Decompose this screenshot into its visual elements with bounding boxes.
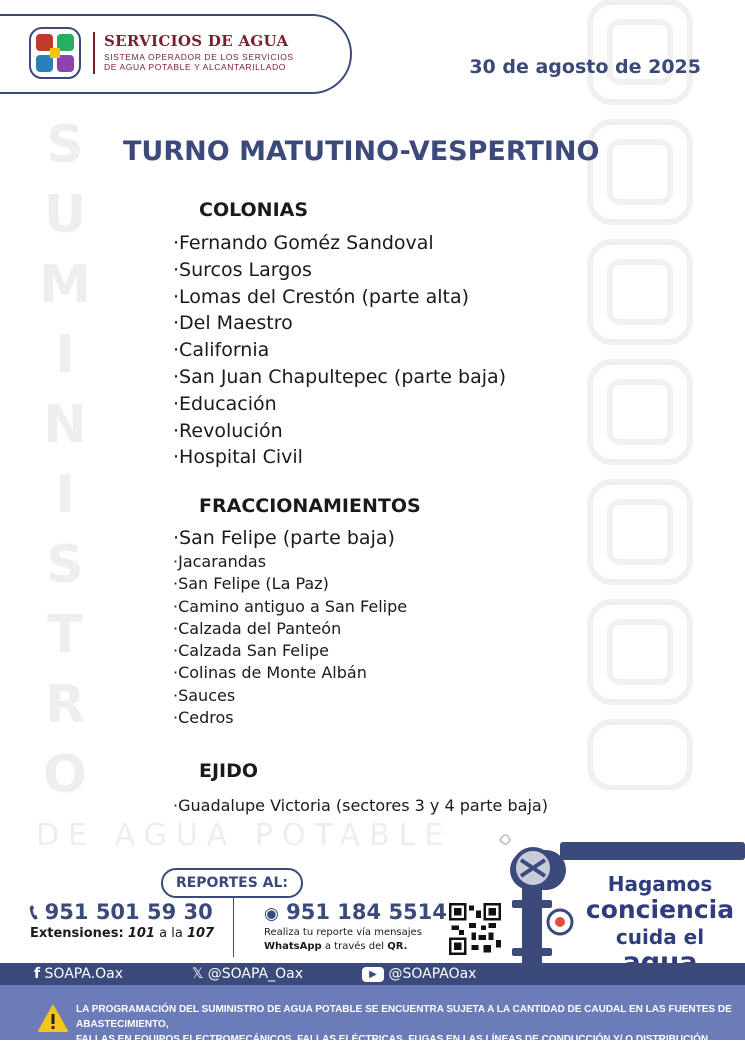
ext-from: 101 (127, 926, 155, 941)
slogan (575, 872, 745, 977)
org-subtitle-line: SISTEMA OPERADOR DE LOS SERVICIOS (104, 52, 294, 62)
ejido-list (173, 795, 548, 817)
wm-letter: S (46, 535, 84, 595)
facebook-handle: SOAPA.Oax (44, 966, 123, 982)
colonias-heading: COLONIAS (199, 199, 309, 221)
soapa-logo-icon (28, 26, 82, 80)
list-item: · California (173, 337, 506, 364)
extensions (30, 926, 214, 941)
wm-letter: I (55, 465, 75, 525)
warning-icon (38, 1005, 68, 1032)
fraccionamientos-first (173, 525, 395, 552)
phone-2-text: 951 184 5514 (286, 900, 447, 924)
reportes-divider (233, 897, 234, 957)
wm-letter: R (44, 675, 86, 735)
list-item: · Calzada del Panteón (173, 618, 407, 640)
slogan-line-3a: cuida el (615, 925, 705, 949)
slogan-line-1: Hagamos (607, 872, 713, 896)
publication-date: 30 de agosto de 2025 (469, 56, 701, 78)
wm-letter: S (46, 115, 84, 175)
list-item: · Jacarandas (173, 551, 407, 573)
page-title: TURNO MATUTINO-VESPERTINO (123, 136, 600, 167)
list-item: · San Juan Chapultepec (parte baja) (173, 364, 506, 391)
ext-sep: a la (159, 926, 183, 941)
list-item: · Educación (173, 391, 506, 418)
phone-icon: 📞︎ (30, 900, 38, 924)
phone-1-text: 951 501 59 30 (44, 900, 213, 924)
youtube-handle: @SOAPAOax (388, 966, 477, 982)
wm-letter: N (43, 395, 87, 455)
qr-code-icon[interactable] (449, 903, 501, 955)
list-item: · San Felipe (La Paz) (173, 573, 407, 595)
wm-letter: M (39, 255, 91, 315)
whatsapp-icon: ◉ (264, 904, 279, 924)
colonias-list (173, 230, 506, 471)
fraccionamientos-list (173, 551, 407, 729)
list-item: · Surcos Largos (173, 257, 506, 284)
reportes-label: REPORTES AL: (161, 868, 303, 898)
wm-letter: U (43, 185, 87, 245)
fraccionamientos-heading: FRACCIONAMIENTOS (199, 495, 421, 517)
list-item: · Cedros (173, 707, 407, 729)
wa-line-1: Realiza tu reporte vía mensajes (264, 927, 422, 938)
youtube-link[interactable] (362, 963, 476, 985)
ext-label: Extensiones: (30, 926, 124, 941)
wa-bold: WhatsApp (264, 941, 322, 952)
list-item: · Hospital Civil (173, 444, 506, 471)
org-subtitle-line: DE AGUA POTABLE Y ALCANTARILLADO (104, 62, 287, 72)
watermark-vertical-word (30, 110, 100, 810)
ext-to: 107 (186, 926, 215, 941)
list-item: · Calzada San Felipe (173, 640, 407, 662)
logo-divider (93, 32, 95, 74)
disclaimer-line-1: LA PROGRAMACIÓN DEL SUMINISTRO DE AGUA POTABLE SE ENCUENTRA SUJETA A LA CANTIDAD DE CAUDAL EN LAS FUENTES DE ABASTECIMIENTO, (76, 1004, 732, 1030)
watermark-line: DE AGUA POTABLE (36, 818, 453, 853)
list-item: · Colinas de Monte Albán (173, 662, 407, 684)
facebook-icon: f (34, 966, 41, 982)
youtube-icon: ▶ (362, 967, 384, 982)
ejido-heading: EJIDO (199, 760, 259, 782)
whatsapp-instructions (264, 926, 422, 954)
wa-qr-text: QR. (387, 941, 408, 952)
wm-letter: T (47, 605, 83, 665)
list-item: · Fernando Goméz Sandoval (173, 230, 506, 257)
x-icon: 𝕏 (192, 966, 204, 982)
list-item: · Revolución (173, 418, 506, 445)
list-item: · Lomas del Crestón (parte alta) (173, 284, 506, 311)
list-item: · Del Maestro (173, 310, 506, 337)
list-item: · San Felipe (parte baja) (173, 525, 395, 552)
list-item: · Guadalupe Victoria (sectores 3 y 4 parte baja) (173, 795, 548, 817)
wm-letter: I (55, 325, 75, 385)
phone-number-1[interactable] (30, 900, 213, 925)
decorative-pattern (585, 0, 695, 790)
x-handle: @SOAPA_Oax (207, 966, 303, 982)
org-title: SERVICIOS DE AGUA (104, 32, 289, 50)
org-subtitle (104, 52, 294, 72)
wm-letter: O (42, 745, 88, 805)
slogan-line-2: conciencia (585, 895, 735, 924)
disclaimer (76, 1002, 736, 1047)
wa-mid: a través del (324, 941, 385, 952)
facebook-link[interactable] (34, 963, 123, 985)
whatsapp-number[interactable] (264, 900, 447, 924)
list-item: · Sauces (173, 685, 407, 707)
disclaimer-line-2: FALLAS EN EQUIPOS ELECTROMECÁNICOS, FALLAS ELÉCTRICAS, FUGAS EN LAS LÍNEAS DE CONDUCCIÓN Y/ O DISTRIBUCIÓN. (76, 1034, 711, 1045)
list-item: · Camino antiguo a San Felipe (173, 596, 407, 618)
wa-line-2 (264, 940, 422, 954)
x-link[interactable] (192, 963, 303, 985)
